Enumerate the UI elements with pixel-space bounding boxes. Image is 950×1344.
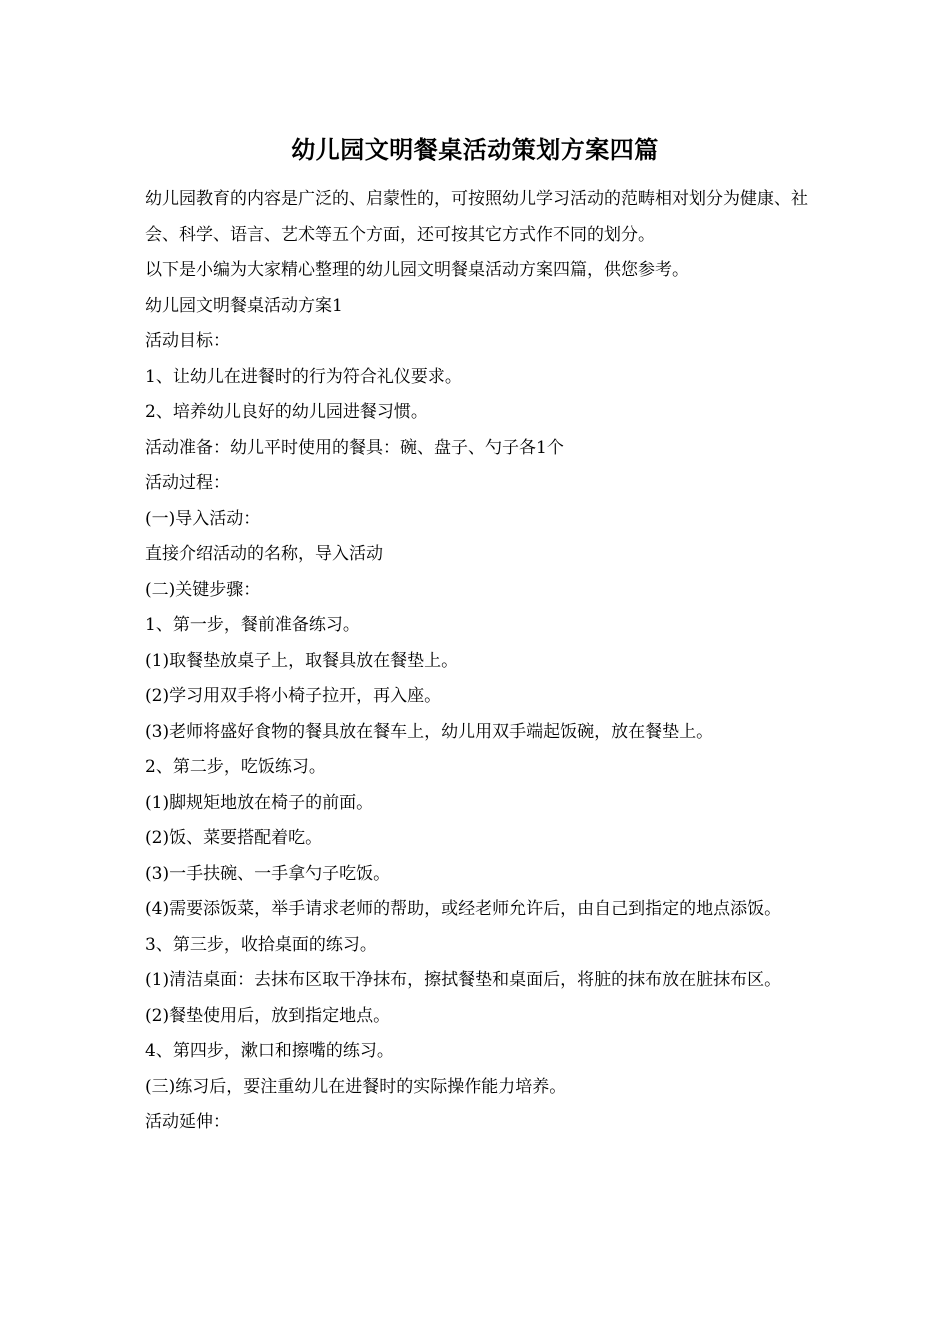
list-item: (1)脚规矩地放在椅子的前面。 — [145, 792, 374, 813]
paragraph-preparation: 活动准备：幼儿平时使用的餐具：碗、盘子、勺子各1个 — [145, 437, 564, 458]
list-item: (2)饭、菜要搭配着吃。 — [145, 828, 323, 848]
list-item: (1)取餐垫放桌子上，取餐具放在餐垫上。 — [145, 650, 459, 671]
list-item: 2、培养幼儿良好的幼儿园进餐习惯。 — [145, 402, 428, 422]
label-activity-extension: 活动延伸： — [145, 1112, 230, 1132]
subheading-after-practice: (三)练习后，要注重幼儿在进餐时的实际操作能力培养。 — [145, 1076, 567, 1097]
list-item: (3)老师将盛好食物的餐具放在餐车上，幼儿用双手端起饭碗，放在餐垫上。 — [145, 721, 714, 742]
subheading-intro-activity: (一)导入活动： — [145, 508, 261, 529]
document-body — [145, 182, 810, 1141]
document-title: 幼儿园文明餐桌活动策划方案四篇 — [291, 135, 659, 164]
subheading-key-steps: (二)关键步骤： — [145, 579, 261, 600]
list-item: (2)学习用双手将小椅子拉开，再入座。 — [145, 686, 442, 706]
label-activity-goals: 活动目标： — [145, 331, 230, 351]
paragraph-reference-note: 以下是小编为大家精心整理的幼儿园文明餐桌活动方案四篇，供您参考。 — [145, 260, 689, 280]
list-item: (3)一手扶碗、一手拿勺子吃饭。 — [145, 863, 391, 884]
list-item: (4)需要添饭菜，举手请求老师的帮助，或经老师允许后，由自己到指定的地点添饭。 — [145, 899, 782, 919]
list-item: (2)餐垫使用后，放到指定地点。 — [145, 1005, 391, 1026]
paragraph-intro: 幼儿园教育的内容是广泛的、启蒙性的，可按照幼儿学习活动的范畴相对划分为健康、社会、科学、语言、艺术等五个方面，还可按其它方式作不同的划分。 — [145, 189, 808, 245]
section-heading-plan-1: 幼儿园文明餐桌活动方案1 — [145, 295, 343, 316]
list-item: 3、第三步，收拾桌面的练习。 — [145, 934, 377, 955]
list-item: 1、第一步，餐前准备练习。 — [145, 615, 360, 635]
label-activity-process: 活动过程： — [145, 473, 230, 493]
list-item: (1)清洁桌面：去抹布区取干净抹布，擦拭餐垫和桌面后，将脏的抹布放在脏抹布区。 — [145, 970, 782, 990]
list-item: 2、第二步，吃饭练习。 — [145, 757, 326, 777]
list-item: 4、第四步，漱口和擦嘴的练习。 — [145, 1041, 394, 1061]
paragraph-intro-activity: 直接介绍活动的名称，导入活动 — [145, 544, 383, 564]
list-item: 1、让幼儿在进餐时的行为符合礼仪要求。 — [145, 366, 462, 387]
